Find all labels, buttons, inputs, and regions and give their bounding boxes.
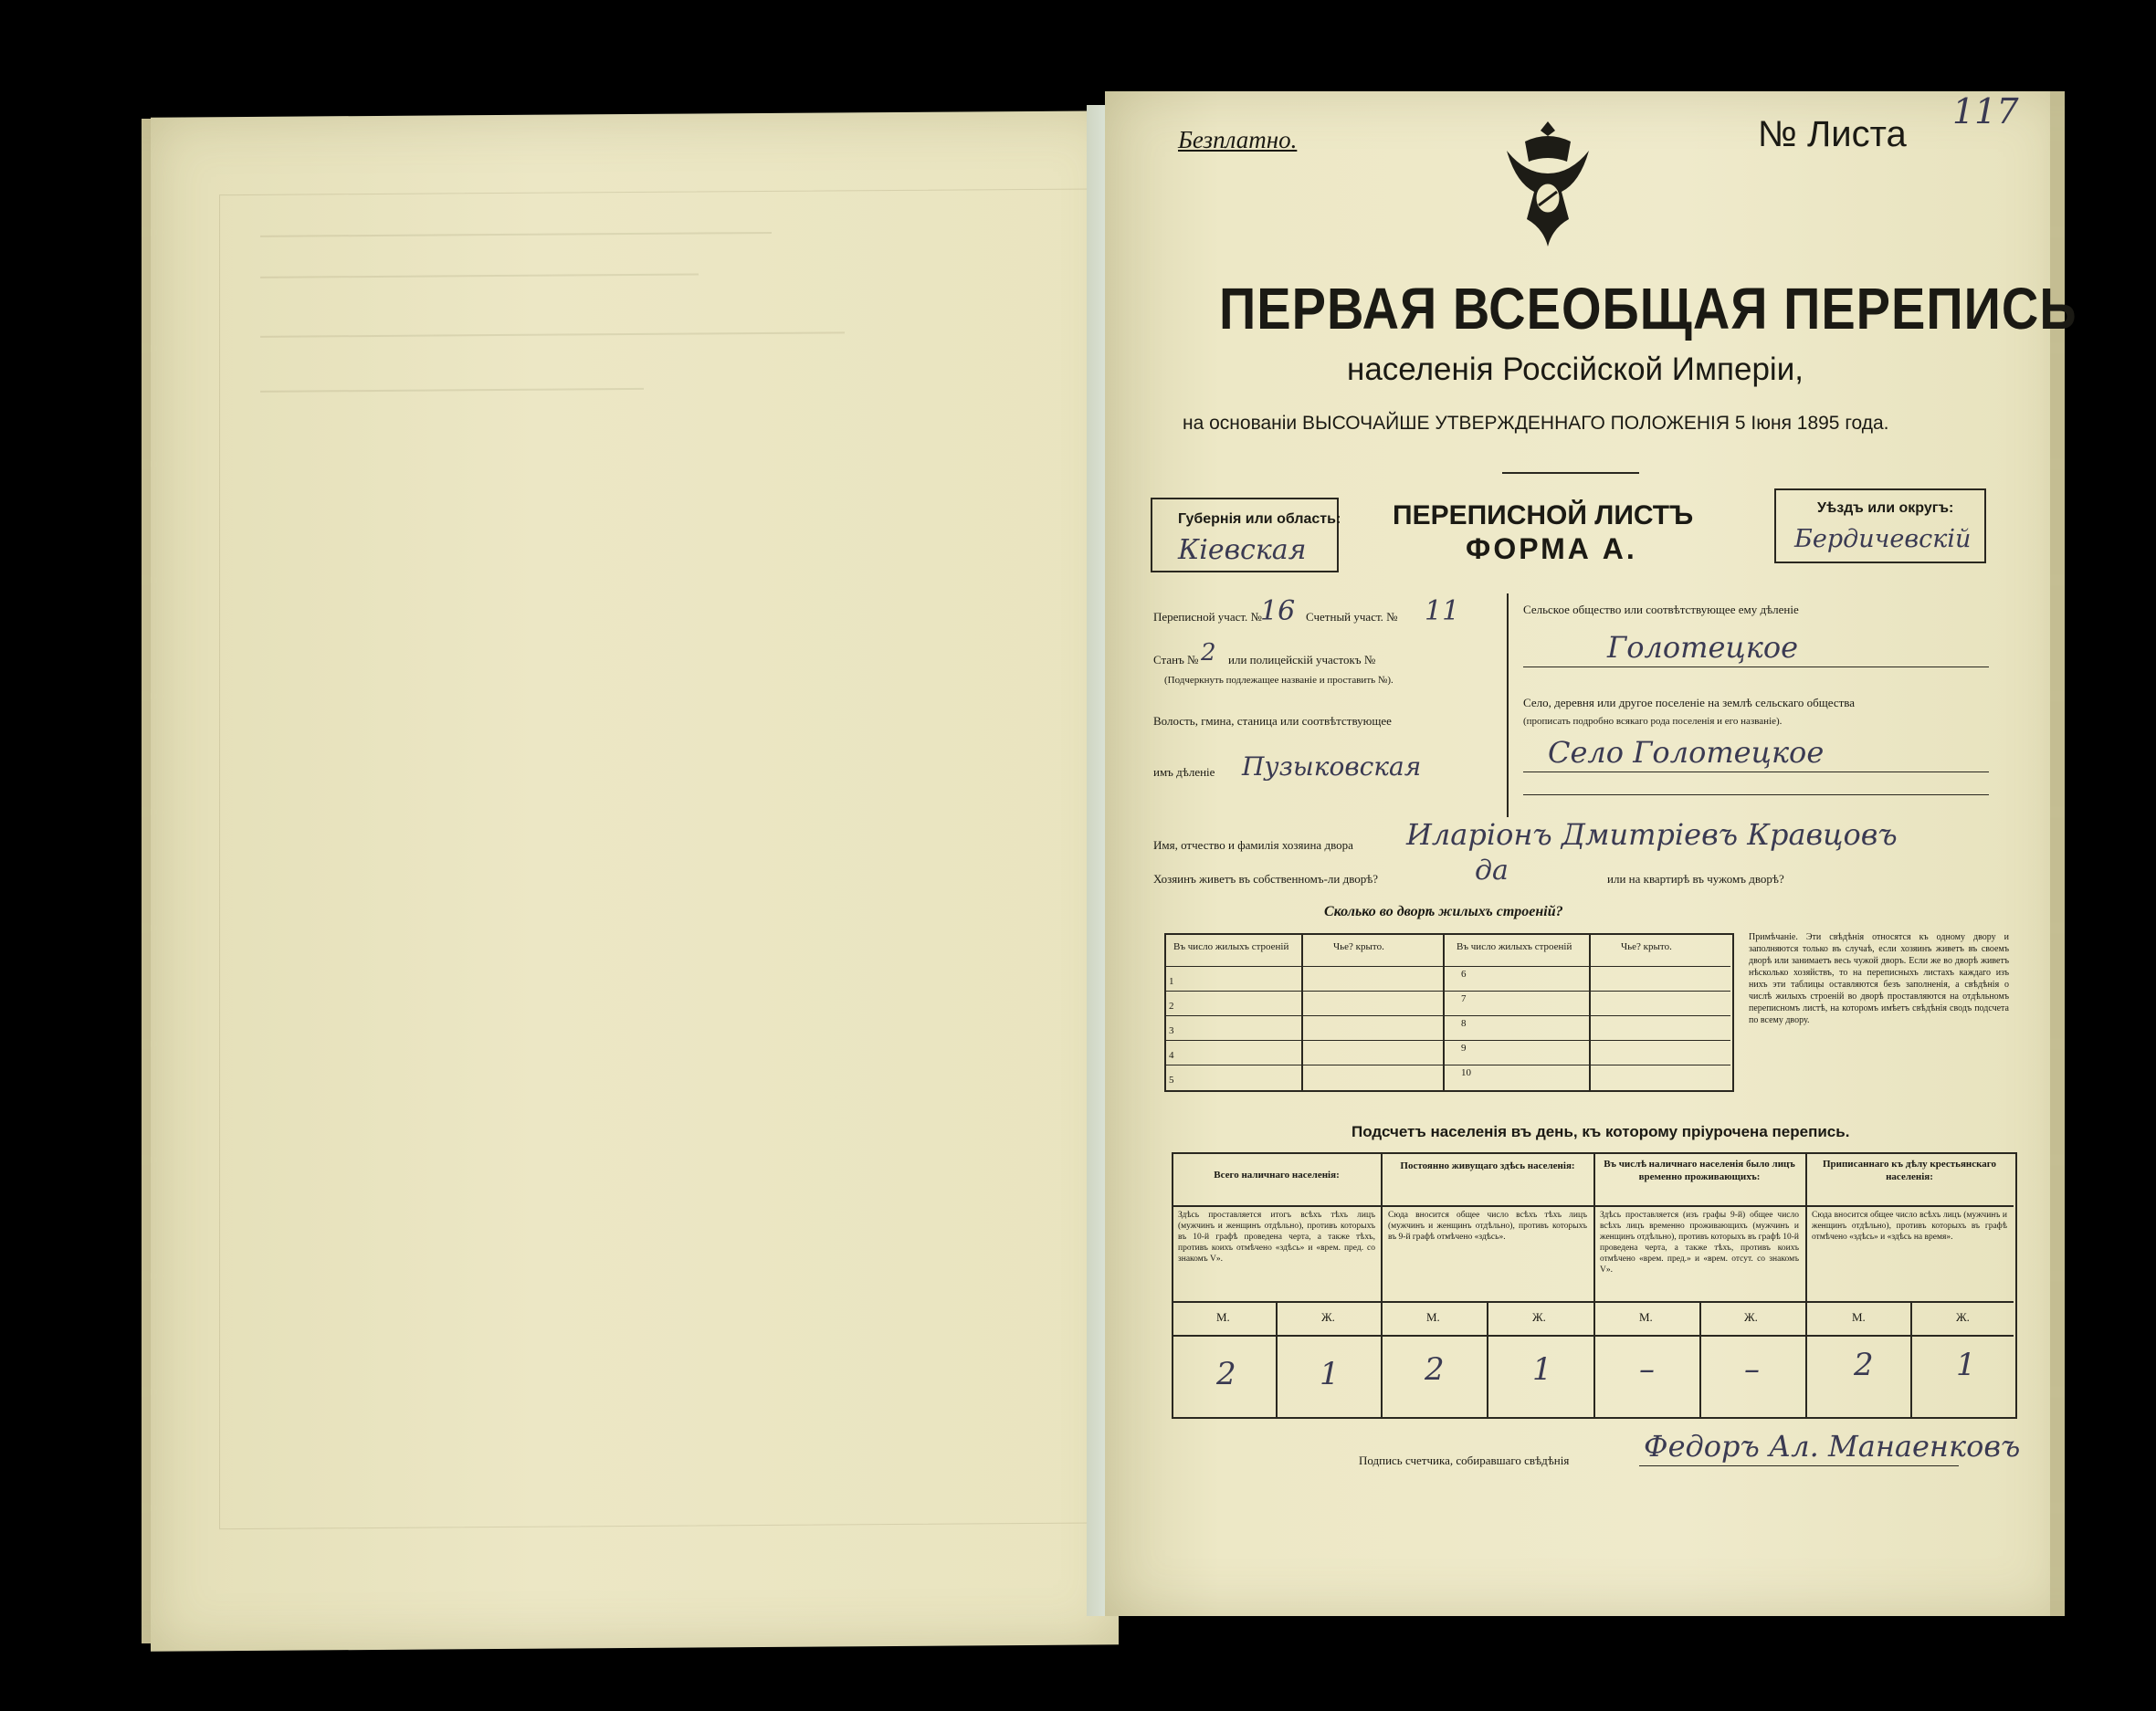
building-row: 8 [1461,1018,1467,1029]
column-divider [1507,593,1509,817]
buildings-col-whose: Чье? крыто. [1333,941,1384,952]
pop-col-title: Въ числѣ наличнаго населенія было лицъ временно проживающихъ: [1604,1159,1795,1182]
pop-col-desc: Сюда вносится общее число всѣхъ лицъ (мужчинъ и женщинъ отдѣльно), противъ которыхъ въ графѣ отмѣчено «здѣсь» и «здѣсь на время». [1812,1211,2007,1242]
rural-society-label: Сельское общество или соотвѣтствующее ему дѣленіе [1523,603,1799,616]
building-row: 2 [1169,1001,1174,1012]
province-label: Губернія или область: [1178,511,1341,527]
pop-col-desc: Здѣсь проставляется (изъ графы 9-й) общее число всѣхъ лицъ временно проживающихъ (мужчинъ и женщинъ отдѣльно), противъ которыхъ въ графѣ 10-й проведена черта, а также тѣхъ, противъ коихъ отмѣчено «врем. пред.» и «врем. отсут. со знакомъ V». [1600,1211,1799,1275]
own-house-value: да [1475,855,1509,887]
building-row: 5 [1169,1075,1174,1086]
buildings-col-number-2: Въ число жилыхъ строеній [1457,941,1572,952]
rural-society-value: Голотецкое [1607,630,1799,665]
district-value: Бердичевскій [1794,525,1972,553]
female-header: Ж. [1956,1310,1970,1324]
enumerator-signature: Федоръ Ал. Манаенковъ [1644,1429,2021,1464]
sheet-number-label: № Листа [1758,114,1907,154]
volost-value: Пузыковская [1242,751,1422,782]
stan-rest: или полицейскій участокъ № [1228,653,1376,667]
pop-value: 2 [1425,1351,1445,1388]
building-row: 3 [1169,1025,1174,1036]
owner-label: Имя, отчество и фамилія хозяина двора [1153,838,1353,852]
female-header: Ж. [1532,1310,1546,1324]
buildings-col-number: Въ число жилыхъ строеній [1173,941,1289,952]
form-title-line2: ФОРМА А. [1466,532,1637,565]
pop-col-title: Постоянно живущаго здѣсь населенія: [1400,1160,1575,1171]
census-title: ПЕРВАЯ ВСЕОБЩАЯ ПЕРЕПИСЬ [1219,275,2077,341]
stan-value: 2 [1201,639,1216,667]
ornament-divider [1502,472,1639,474]
pop-value: 2 [1216,1356,1236,1392]
own-house-label: Хозяинъ живетъ въ собственномъ-ли дворѣ? [1153,872,1379,886]
sheet-number-value: 117 [1952,91,2019,131]
female-header: Ж. [1321,1310,1335,1324]
pop-value: 1 [1956,1347,1976,1383]
volost-label-1: Волость, гмина, станица или соотвѣтствующее [1153,714,1392,728]
village-label: Село, деревня или другое поселеніе на землѣ сельскаго общества [1523,696,1856,709]
building-row: 7 [1461,993,1467,1004]
buildings-note: Примѣчаніе. Эти свѣдѣнія относятся къ одному двору и заполняются только въ случаѣ, если хозяинъ живетъ въ своемъ дворѣ или занимаетъ весь чужой дворъ. Если же во дворѣ живетъ нѣсколько хозяйствъ, то на переписныхъ листахъ каждаго изъ нихъ эти таблицы оставляются безъ заполненія, а свѣдѣнія о числѣ жилыхъ строеній во дворѣ проставляются на отдѣльномъ переписномъ листѣ, на которомъ имѣетъ свѣдѣнія сводъ подсчета по всему двору. [1749,932,2009,1025]
male-header: М. [1426,1310,1440,1324]
pop-value: – [1744,1351,1760,1388]
male-header: М. [1216,1310,1230,1324]
building-row: 4 [1169,1050,1174,1061]
male-header: М. [1639,1310,1653,1324]
imperial-eagle-emblem [1498,114,1598,260]
form-title-line1: ПЕРЕПИСНОЙ ЛИСТЪ [1393,500,1694,530]
buildings-col-whose-2: Чье? крыто. [1621,941,1672,952]
stan-note: (Подчеркнуть подлежащее названіе и проставить №). [1164,675,1394,686]
pop-col-desc: Сюда вносится общее число всѣхъ тѣхъ лицъ (мужчинъ и женщинъ отдѣльно), противъ которыхъ въ 9-й графѣ отмѣчено «здѣсь». [1388,1211,1587,1242]
population-heading: Подсчетъ населенія въ день, къ которому пріурочена перепись. [1351,1123,1850,1140]
female-header: Ж. [1744,1310,1758,1324]
building-row: 6 [1461,969,1467,980]
buildings-label: Сколько во дворѣ жилыхъ строеній? [1324,904,1563,919]
buildings-table [1164,933,1734,1092]
census-section-value: 16 [1260,595,1296,627]
building-row: 10 [1461,1067,1471,1078]
count-section-label: Счетный участ. № [1306,610,1398,624]
owner-value: Иларіонъ Дмитріевъ Кравцовъ [1406,817,1898,852]
stan-label: Станъ № [1153,653,1199,667]
free-label: Безплатно. [1178,126,1298,153]
pop-value: 2 [1854,1347,1874,1383]
building-row: 1 [1169,976,1174,987]
census-subtitle: населенія Россійской Имперіи, [1347,352,1804,387]
pop-col-desc: Здѣсь проставляется итогъ всѣхъ тѣхъ лицъ (мужчинъ и женщинъ отдѣльно), противъ которыхъ въ 10-й графѣ проведена черта, а также тѣхъ, противъ коихъ отмѣчено «здѣсь» и «врем. пред. со знакомъ V». [1178,1211,1375,1264]
village-value: Село Голотецкое [1548,735,1825,770]
province-value: Кіевская [1178,534,1307,566]
village-note: (прописать подробно всякаго рода поселенія и его названіе). [1523,716,1783,727]
pop-col-title: Приписаннаго къ дѣлу крестьянскаго населенія: [1822,1159,1997,1182]
census-section-label: Переписной участ. № [1153,610,1262,624]
left-page-blank [151,110,1119,1651]
legal-basis: на основаніи ВЫСОЧАЙШЕ УТВЕРЖДЕННАГО ПОЛОЖЕНІЯ 5 Іюня 1895 года. [1183,413,1889,434]
pop-col-title: Всего наличнаго населенія: [1214,1170,1340,1181]
count-section-value: 11 [1425,595,1460,627]
pop-value: 1 [1320,1356,1340,1392]
pop-value: 1 [1532,1351,1552,1388]
district-label: Уѣздъ или округъ: [1817,500,1954,516]
rented-label: или на квартирѣ въ чужомъ дворѣ? [1607,872,1784,886]
signature-label: Подпись счетчика, собиравшаго свѣдѣнія [1359,1454,1570,1467]
male-header: М. [1852,1310,1866,1324]
volost-label-2: имъ дѣленіе [1153,765,1215,779]
pop-value: – [1639,1351,1655,1388]
building-row: 9 [1461,1043,1467,1054]
